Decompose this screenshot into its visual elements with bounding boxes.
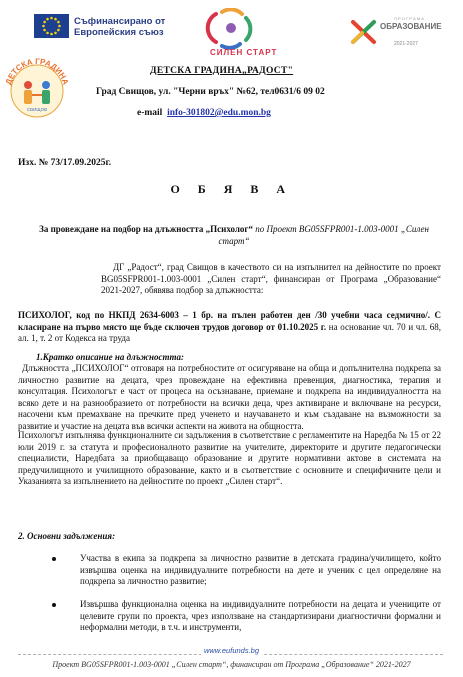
position-bold: ПСИХОЛОГ, код по НКПД 2634-6003 – 1 бр. на пълен работен ден /30 учебни часа седмично/. С класиране на първо място ще бъде сключен трудов договор от 01.10.2025 г. — [18, 310, 441, 332]
bullet-icon — [52, 557, 56, 561]
eu-logo-line1: Съфинансирано от — [74, 16, 166, 27]
kindergarten-name: ДЕТСКА ГРАДИНА„РАДОСТ" — [150, 66, 294, 76]
position-legal-basis: на основание чл. 70 и чл. 68, ал. 1, т. 2 от Кодекса на труда — [18, 321, 441, 344]
subject-italic: по Проект BG05SFPR001-1.003-0001 „Силен старт“ — [218, 224, 429, 246]
kindergarten-logo — [2, 55, 72, 121]
eu-logo-line2: Европейския съюз — [74, 27, 164, 38]
eu-cofunded-logo — [34, 14, 166, 40]
duty-list-item — [80, 599, 441, 634]
edu-logo-years: 2021-2027 — [394, 41, 418, 47]
reference-number: Изх. № 73/17.09.2025г. — [18, 158, 112, 168]
strong-start-logo — [196, 8, 278, 66]
description-paragraph-1: Длъжността „ПСИХОЛОГ“ отговаря на потребностите от осигуряване на обща и допълнителна подкрепа за личностно развитие на децата, чрез провеждане на ефективна превенция, диагностика, терапия и консултация. Психологът е част от процеса на осъзнаване, приемане и подкрепа на индивидуалността на всяко дете и на разнообразието от потребности на всички деца, чрез активиране и включване на ресурси, насочени към премахване на пречките пред ученето и научаването и към създаване на възможности за развитие и участие на децата във всички аспекти на живота на общността. — [18, 363, 441, 431]
edu-logo-top: П Р О Г Р А М А — [394, 16, 424, 21]
footer-url — [0, 646, 463, 655]
kindergarten-logo-sub: СВИЩОВ — [26, 107, 48, 112]
description-paragraph-2: Психологът изпълнява функционалните си задължения в съответствие с регламентите на Наредба № 15 от 22 юли 2019 г. за статута и професионалното развитие на учителите, директорите и другите педагогически специалисти, Наредбата за приобщаващо образование и другите нормативни актове в системата на предучилищното и училищното образование, както и в съответствие с основните и специфичните цели и Указанията за изпълнението на дейностите по проект „Силен старт“. — [18, 430, 441, 487]
position-paragraph — [18, 310, 441, 345]
footer-url-link[interactable]: www.eufunds.bg — [201, 646, 262, 655]
email-label: e-mail — [137, 108, 163, 118]
section1-heading: 1.Кратко описание на длъжността: — [36, 352, 184, 362]
duty-text: Извършва функционална оценка на индивидуалните потребности на децата и учениците от целевите групи по проекта, чрез използване на стандартизирани диагностични формални и неформални методи, в т.ч. и инструменти, — [80, 599, 441, 633]
kindergarten-email — [137, 108, 271, 118]
section2-heading: 2. Основни задължения: — [18, 531, 116, 541]
email-link[interactable]: info-301802@edu.mon.bg — [167, 108, 271, 118]
education-program-logo — [350, 16, 442, 48]
intro-paragraph: ДГ „Радост“, град Свищов в качеството си на изпълнител на дейностите по проект BG05SFPR001-1.003-0001 „Силен старт“, финансиран от Програма „Образование“ 2021-2027, обявява подбор за длъжността: — [101, 262, 441, 296]
bullet-icon — [52, 603, 56, 607]
duty-list-item — [80, 553, 441, 588]
document-subject — [28, 223, 440, 247]
program-emblem-icon — [350, 18, 378, 46]
eu-flag-icon — [34, 14, 69, 38]
strong-start-logo-text: СИЛЕН СТАРТ — [210, 48, 278, 57]
duty-text: Участва в екипа за подкрепа за личностно развитие в детската градина/училището, който извършва оценка на индивидуалните потребности на дете и ученик с цел определяне на подкрепа за личностно развитие; — [80, 553, 441, 587]
footer-project-line: Проект BG05SFPR001-1.003-0001 „Силен старт“, финансиран от Програма „Образование“ 2021-2027 — [52, 660, 411, 669]
subject-bold: За провеждане на подбор на длъжността „Психолог“ — [39, 224, 253, 234]
edu-logo-title: ОБРАЗОВАНИЕ — [380, 22, 442, 31]
kindergarten-logo-text: ДЕТСКА ГРАДИНА — [3, 56, 71, 86]
kindergarten-address: Град Свищов, ул. "Черни връх" №62, тел0631/6 09 02 — [96, 87, 325, 97]
document-title: О Б Я В А — [170, 182, 293, 196]
